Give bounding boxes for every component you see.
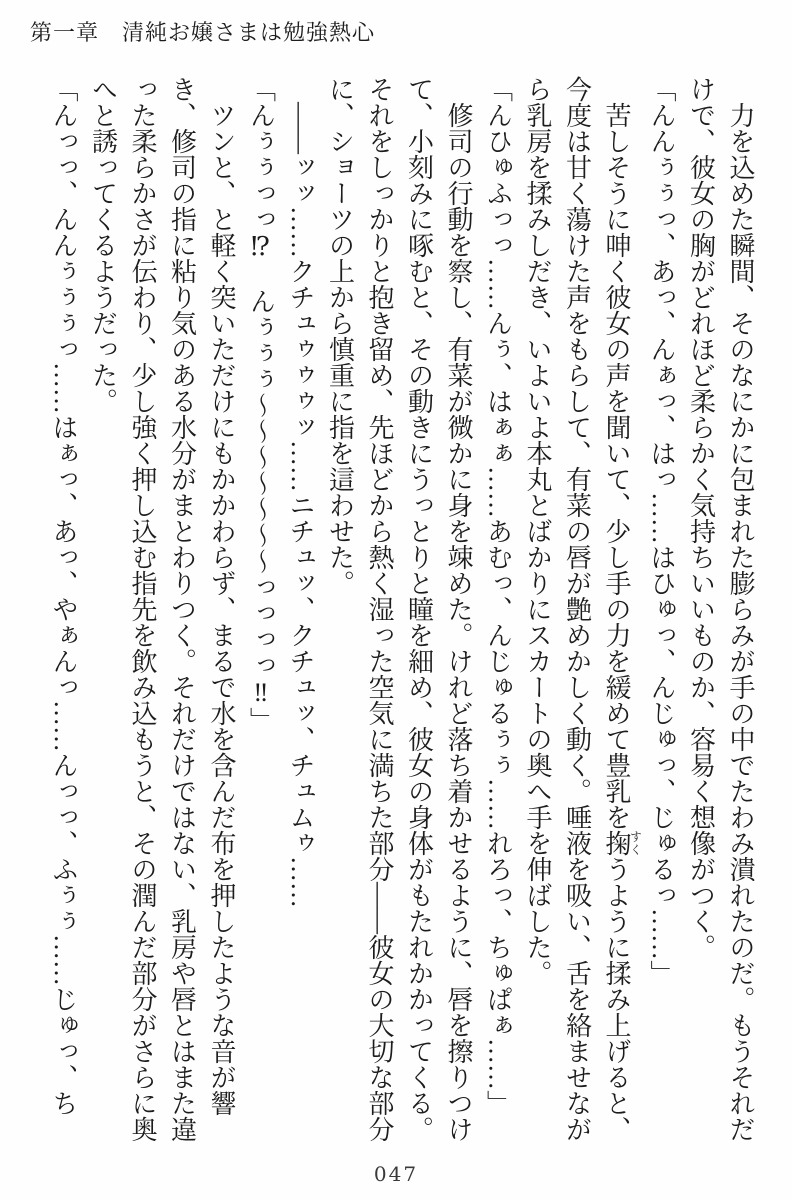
page-number: 047 — [373, 1162, 419, 1186]
paragraph-narrative-4: ツンと、と軽く突いただけにもかかわらず、まるで水を含んだ布を押したような音が響き、修司の指に粘り気のある水分がまとわりつく。それだけではない、乳房や唇とはまた違った柔らかさが伝わり、少し強く押し込む指先を飲み込もうと、その潤んだ部分がさらに奥へと誘ってくるようだった。 — [88, 76, 236, 1142]
paragraph-narrative-1: 力を込めた瞬間、そのなにかに包まれた膨らみが手の中でたわみ潰れたのだ。もうそれだけで、彼女の胸がどれほど柔らかく気持ちいいものか、容易く想像がつく。 — [686, 76, 755, 1142]
paragraph-narrative-2-pre: 苦しそうに呻く彼女の声を聞いて、少し手の力を緩めて豊乳を — [602, 102, 631, 830]
paragraph-narrative-3: 修司の行動を察し、有菜が微かに身を竦めた。けれど落ち着かせるように、唇を擦りつけて、小刻みに啄むと、その動きにうっとりと瞳を細め、彼女の身体がもたれかかってくる。それをしっかりと抱き留め、先ほどから熱く湿った空気に満ちた部分――彼女の大切な部分に、ショーツの上から慎重に指を這わせた。 — [325, 76, 473, 1142]
paragraph-dialogue-2: 「んひゅふっっ……んぅ、はぁぁ……あむっ、んじゅるぅぅ……れろっ、ちゅぱぁ……」 — [483, 76, 513, 1116]
ruby-word — [602, 830, 643, 856]
ruby-furigana: すく — [628, 830, 643, 856]
paragraph-narrative-2 — [518, 76, 642, 1146]
paragraph-dialogue-3: 「んぅぅっっ⁉ んぅぅぅ〜〜〜〜〜〜〜っっっっ‼」 — [246, 76, 276, 733]
body-text — [44, 76, 760, 1146]
paragraph-narrative-2-post: うように揉み上げると、今度は甘く蕩けた声をもらして、有菜の唇が艶めかしく動く。唾液を吸い、舌を絡ませながら乳房を揉みしだき、いよいよ本丸とばかりにスカートの奥へ手を伸ばした。 — [523, 76, 631, 1142]
ruby-base: 掬 — [602, 830, 631, 856]
paragraph-dialogue-1: 「んんぅぅっ、あっ、んぁっ、はっ……はひゅっ、んじゅっ、じゅるっ……」 — [647, 76, 676, 986]
paragraph-dialogue-4: 「んっっ、んんぅぅぅっ……はぁっ、あっ、やぁんっ……んっっ、ふぅぅ……じゅっ、ち — [49, 76, 78, 1116]
chapter-header: 第一章 清純お嬢さまは勉強熱心 — [30, 20, 376, 45]
paragraph-sfx: ――ッッ……クチュゥゥゥッ……ニチュッ、クチュッ、チュムゥ…… — [286, 102, 315, 908]
